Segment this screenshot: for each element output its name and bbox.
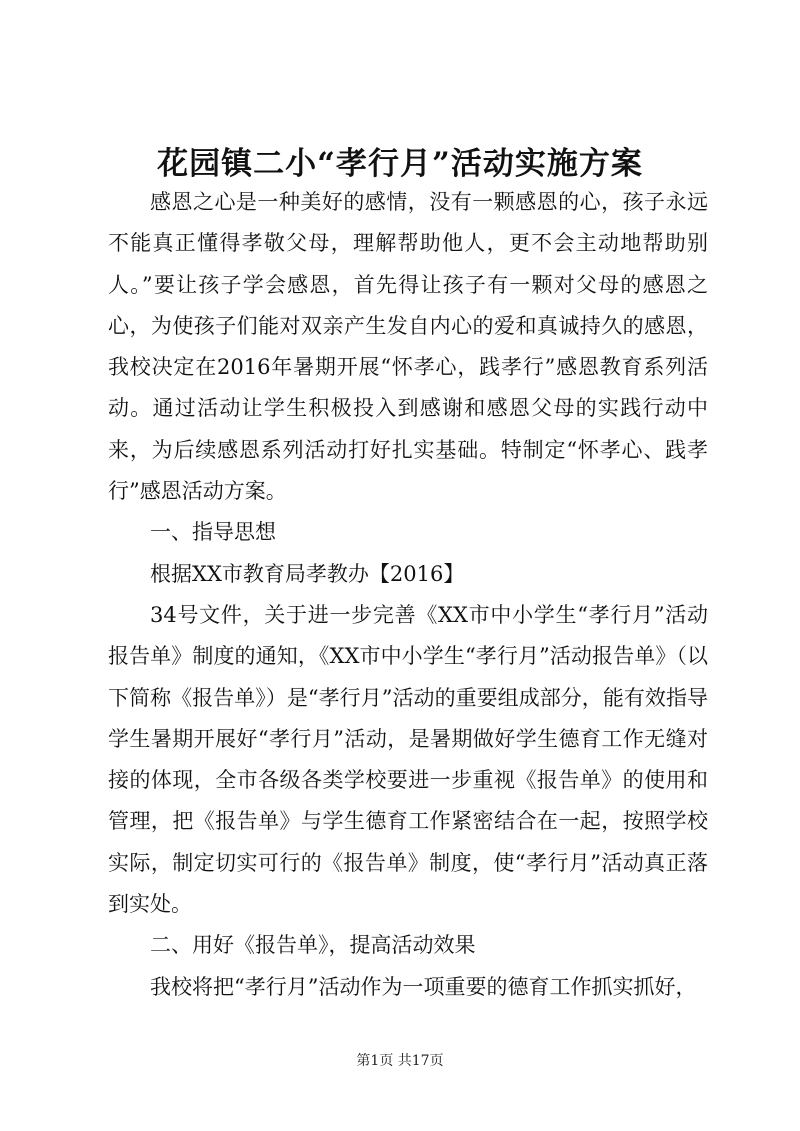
- document-title: 花园镇二小“孝行月”活动实施方案: [157, 146, 643, 182]
- page-number-footer: 第1页 共17页: [356, 1053, 444, 1069]
- document-body: [108, 182, 708, 1008]
- basis-paragraph: 根据XX市教育局孝教办【2016】: [150, 561, 465, 586]
- section-heading-guiding-thought: 一、指导思想: [150, 520, 276, 545]
- school-plan-paragraph: 我校将把“孝行月”活动作为一项重要的德育工作抓实抓好，: [150, 974, 697, 999]
- section-heading-report-card: 二、用好《报告单》，提高活动效果: [150, 933, 476, 958]
- notice-paragraph: 34号文件，关于进一步完善《XX市中小学生“孝行月”活动报告单》制度的通知，《XX市中小学生“孝行月”活动报告单》（以下简称《报告单》）是“孝行月”活动的重要组成部分，能有效指导学生暑期开展好“孝行月”活动，是暑期做好学生德育工作无缝对接的体现，全市各级各类学校要进一步重视《报告单》的使用和管理，把《报告单》与学生德育工作紧密结合在一起，按照学校实际，制定切实可行的《报告单》制度，使“孝行月”活动真正落到实处。: [108, 602, 708, 917]
- intro-paragraph: 感恩之心是一种美好的感情，没有一颗感恩的心，孩子永远不能真正懂得孝敬父母，理解帮助他人，更不会主动地帮助别人。”要让孩子学会感恩，首先得让孩子有一颗对父母的感恩之心，为使孩子们能对双亲产生发自内心的爱和真诚持久的感恩，我校决定在2016年暑期开展“怀孝心，践孝行”感恩教育系列活动。通过活动让学生积极投入到感谢和感恩父母的实践行动中来，为后续感恩系列活动打好扎实基础。特制定“怀孝心、践孝行”感恩活动方案。: [108, 190, 708, 504]
